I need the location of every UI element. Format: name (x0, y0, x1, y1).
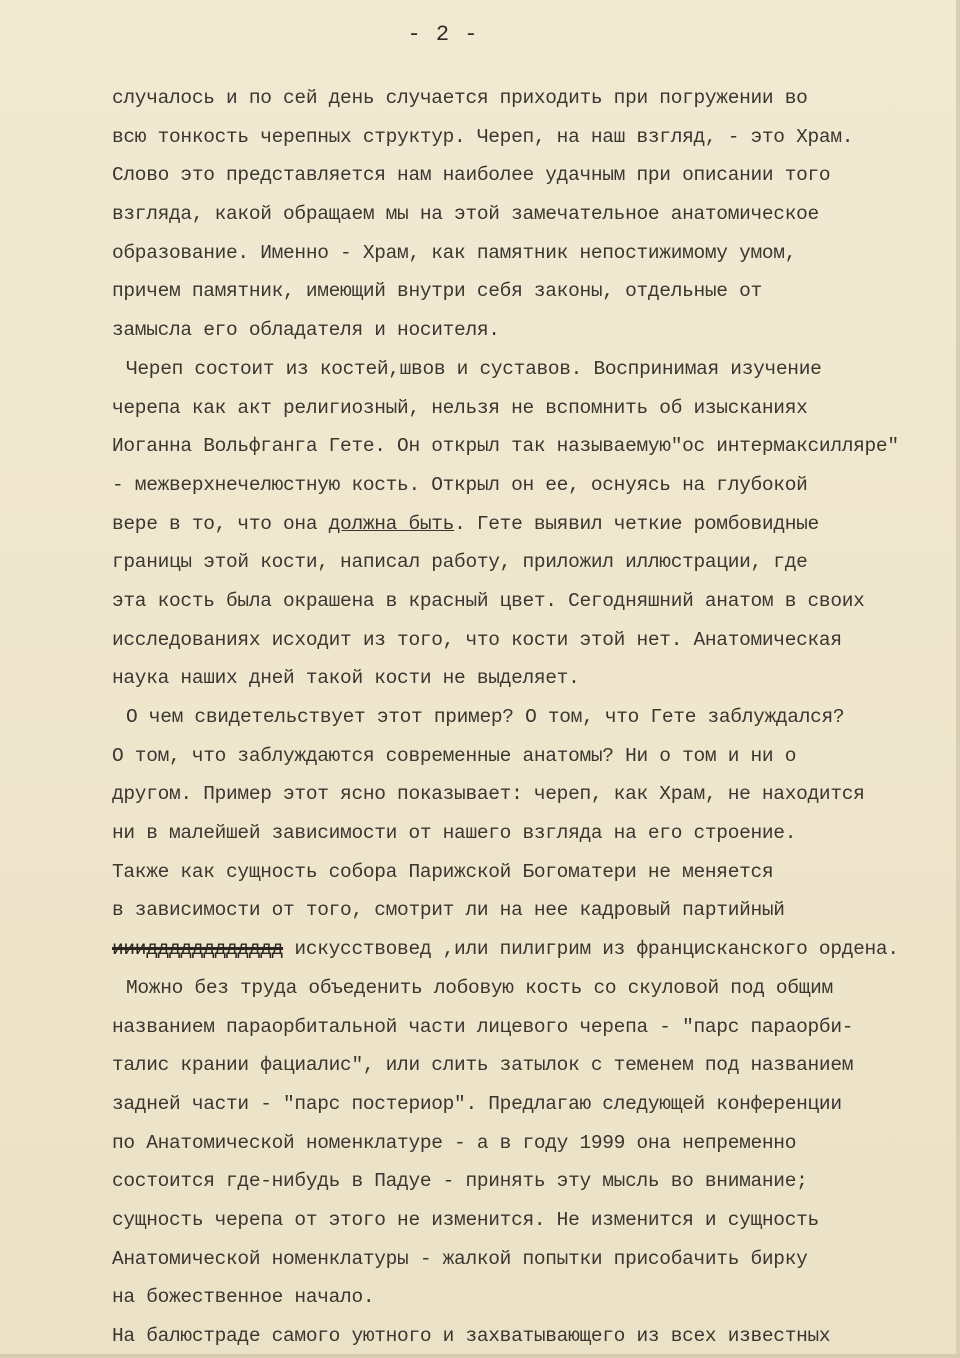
text-line: - межверхнечелюстную кость. Открыл он ее, оснуясь на глубокой (112, 473, 808, 496)
text-line: Иоганна Вольфганга Гете. Он открыл так называемую"ос интермаксилляре" (112, 435, 899, 458)
text-line: по Анатомической номенклатуре - а в году 1999 она непременно (112, 1131, 797, 1154)
text-line: случалось и по сей день случается приходить при погружении во (112, 87, 808, 109)
text-segment: . Гете выявил четкие ромбовидные (454, 512, 819, 535)
paper-edge-right (956, 0, 960, 1358)
text-line: в зависимости от того, смотрит ли на нее кадровый партийный (112, 899, 785, 922)
text-line: исследованиях исходит из того, что кости этой нет. Анатомическая (112, 628, 842, 651)
paper-edge-bottom (0, 1354, 960, 1358)
text-line: сущность черепа от этого не изменится. Не изменится и сущность (112, 1208, 819, 1231)
text-line: названием параорбитальной части лицевого черепа - "парс параорби- (112, 1015, 854, 1038)
text-line: черепа как акт религиозный, нельзя не вспомнить об изысканиях (112, 396, 808, 419)
text-line: На балюстраде самого уютного и захватывающего из всех известных (112, 1325, 831, 1347)
struck-out-text: ииидддддддддддд (112, 938, 284, 961)
page-number: - 2 - (407, 22, 479, 47)
text-line: талис крании фациалис", или слить затылок с теменем под названием (112, 1054, 854, 1077)
text-line-with-strikethrough (112, 930, 942, 969)
text-line: задней части - "парс постериор". Предлагаю следующей конференции (112, 1092, 842, 1115)
text-line: состоится где-нибудь в Падуе - принять эту мысль во внимание; (112, 1170, 808, 1193)
text-line: Слово это представляется нам наиболее удачным при описании того (112, 164, 831, 187)
text-line: другом. Пример этот ясно показывает: череп, как Храм, не находится (112, 783, 865, 806)
text-line: всю тонкость черепных структур. Череп, на наш взгляд, - это Храм. (112, 125, 854, 148)
text-line: причем памятник, имеющий внутри себя законы, отдельные от (112, 280, 762, 303)
text-line: Анатомической номенклатуры - жалкой попытки присобачить бирку (112, 1247, 808, 1270)
text-line: замысла его обладателя и носителя. (112, 319, 500, 342)
text-line: на божественное начало. (112, 1286, 375, 1309)
underlined-phrase: должна быть (328, 512, 455, 535)
text-line: Также как сущность собора Парижской Богоматери не меняется (112, 860, 774, 883)
text-line: О том, что заблуждаются современные анатомы? Ни о том и ни о (112, 744, 797, 767)
text-line: эта кость была окрашена в красный цвет. Сегодняшний анатом в своих (112, 589, 865, 612)
text-segment: искусствовед ,или пилигрим из францисканского ордена. (283, 938, 899, 961)
text-line: образование. Именно - Храм, как памятник непостижимому умом, (112, 241, 797, 264)
text-line: Череп состоит из костей,швов и суставов. Воспринимая изучение (126, 357, 822, 380)
text-line: границы этой кости, написал работу, приложил иллюстрации, где (112, 551, 808, 574)
text-line-with-underline (112, 505, 942, 544)
text-segment: вере в то, что она (112, 512, 329, 535)
typed-text-body (112, 79, 942, 1356)
text-line: Можно без труда объеденить лобовую кость со скуловой под общим (126, 976, 833, 999)
text-line: взгляда, какой обращаем мы на этой замечательное анатомическое (112, 203, 819, 226)
text-line: ни в малейшей зависимости от нашего взгляда на его строение. (112, 822, 797, 845)
text-line: О чем свидетельствует этот пример? О том, что Гете заблуждался? (126, 706, 845, 728)
text-line: наука наших дней такой кости не выделяет. (112, 667, 580, 690)
